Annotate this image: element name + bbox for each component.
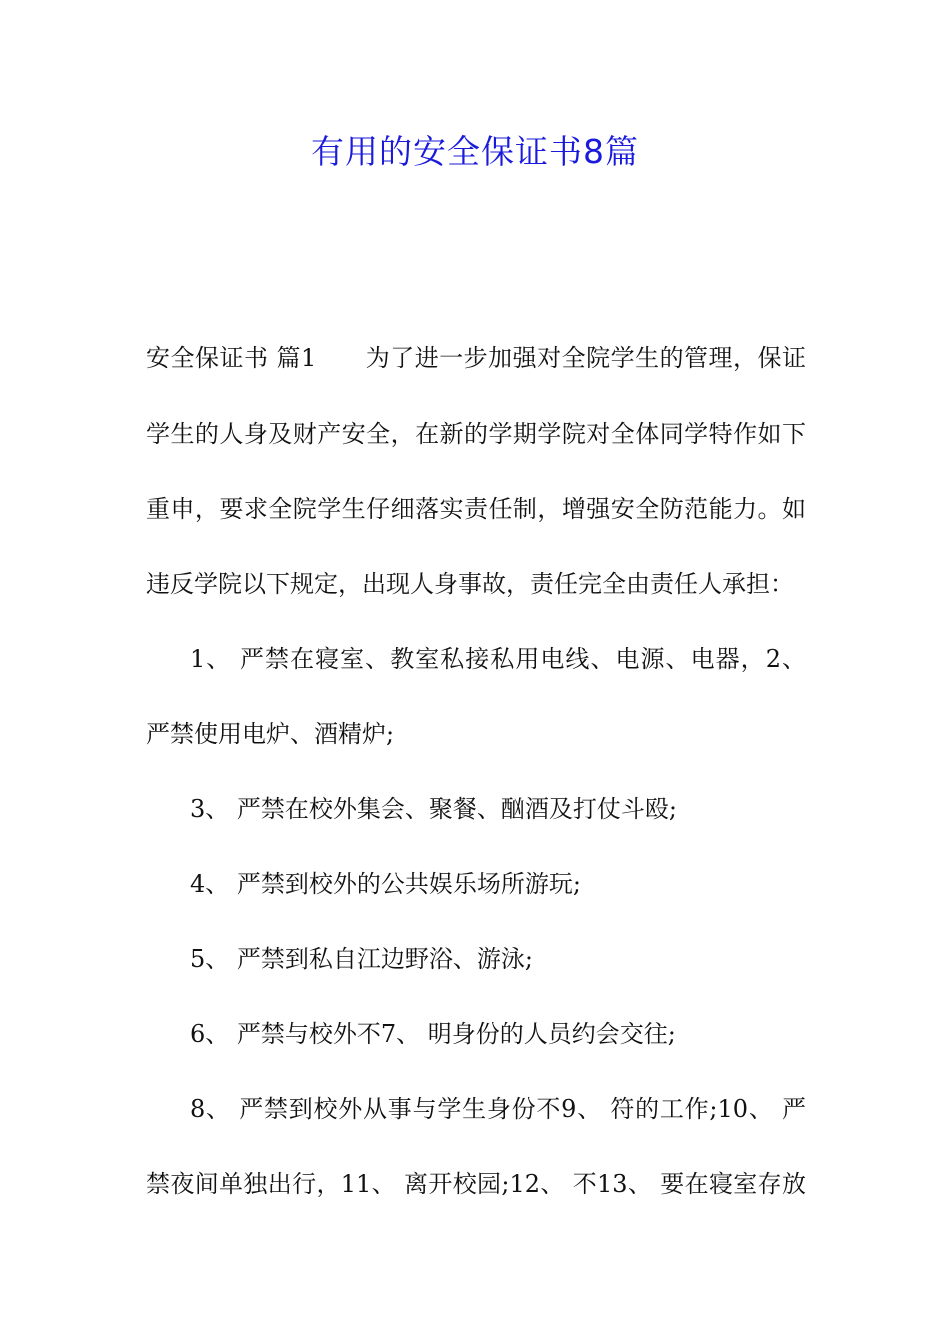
document-title: 有用的安全保证书8篇 [311,132,639,171]
paragraph-line: 学生的人身及财产安全，在新的学期学院对全体同学特作如下 [146,420,806,448]
list-item-line: 4、 严禁到校外的公共娱乐场所游玩; [190,870,581,898]
list-item-line: 8、 严禁到校外从事与学生身份不9、 符的工作;10、 严 [190,1095,806,1123]
list-item-line: 禁夜间单独出行，11、 离开校园;12、 不13、 要在寝室存放 [146,1170,806,1198]
paragraph-line: 安全保证书 篇1 为了进一步加强对全院学生的管理，保证 [146,344,806,372]
paragraph-line: 违反学院以下规定，出现人身事故，责任完全由责任人承担： [146,570,794,598]
list-item-line: 6、 严禁与校外不7、 明身份的人员约会交往; [190,1020,676,1048]
list-item-line: 1、 严禁在寝室、教室私接私用电线、电源、电器，2、 [190,645,806,673]
list-item-line: 严禁使用电炉、酒精炉; [146,720,395,748]
list-item-line: 3、 严禁在校外集会、聚餐、酗酒及打仗斗殴; [190,795,677,823]
list-item-line: 5、 严禁到私自江边野浴、游泳; [190,945,533,973]
paragraph-line: 重申，要求全院学生仔细落实责任制，增强安全防范能力。如 [146,495,806,523]
